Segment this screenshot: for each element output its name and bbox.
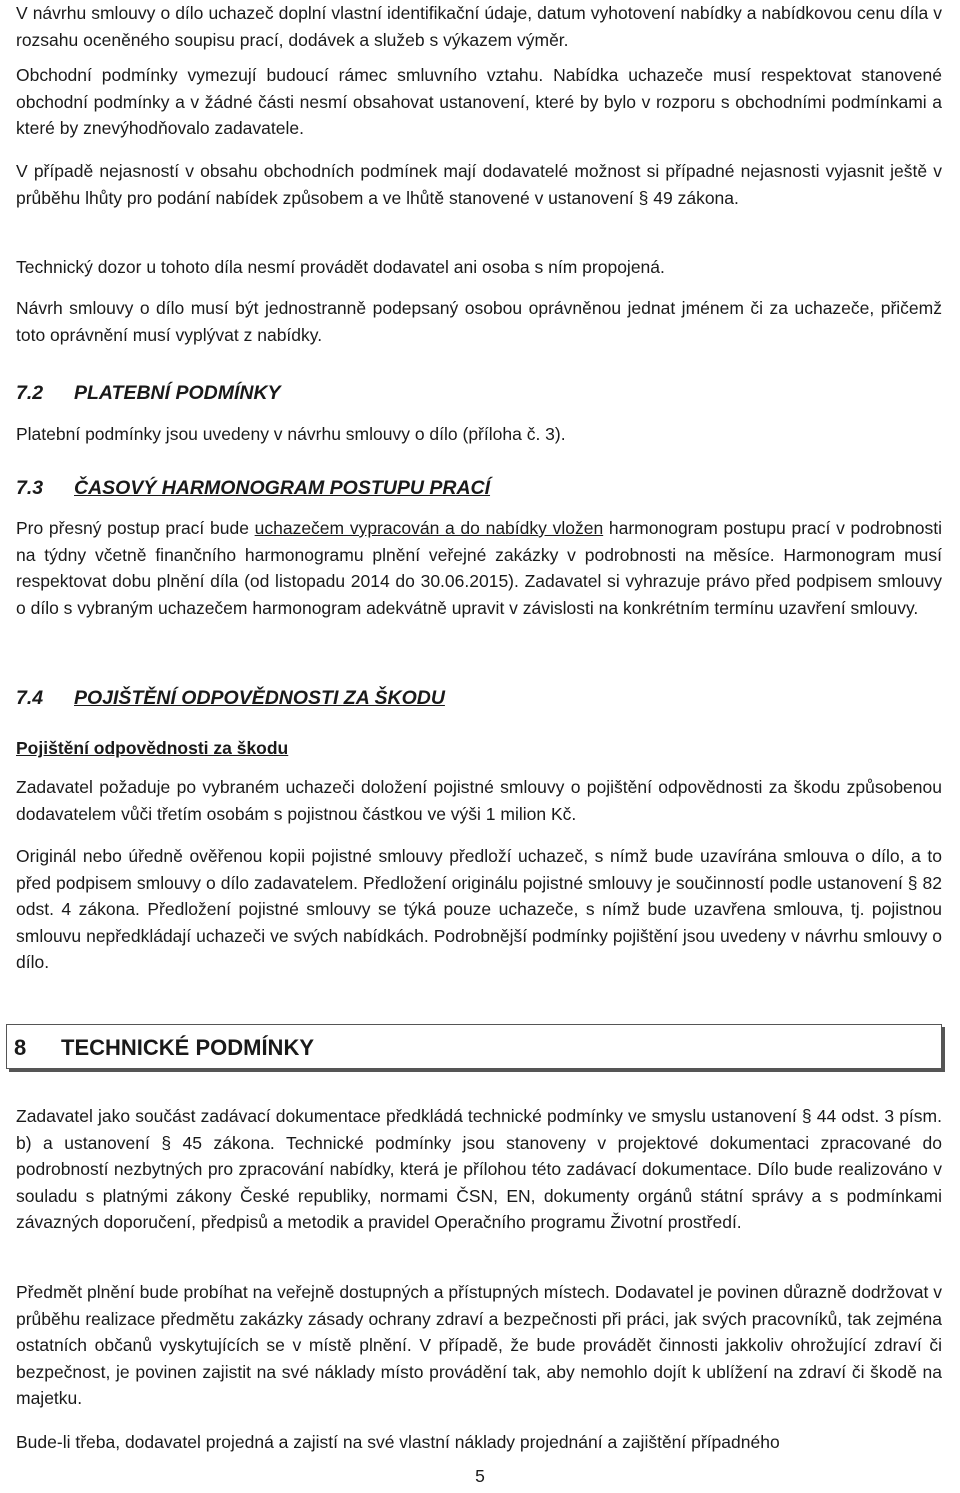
page-number: 5 [475, 1466, 485, 1486]
section-title: PLATEBNÍ PODMÍNKY [74, 382, 281, 404]
paragraph: Originál nebo úředně ověřenou kopii pojistné smlouvy předloží uchazeč, s nímž bude uzavírána smlouva o dílo, a to před podpisem smlouvy o dílo zadavatelem. Předložení originálu pojistné smlouvy je součinností podle ustanovení § 82 odst. 4 zákona. Předložení pojistné smlouvy se týká pouze uchazeče, s nímž bude uzavřena smlouva, tj. pojistnou smlouvu nepředkládají uchazeči ve svých nabídkách. Podrobnější podmínky pojištění jsou uvedeny v návrhu smlouvy o dílo. [16, 846, 942, 972]
paragraph: Platební podmínky jsou uvedeny v návrhu smlouvy o dílo (příloha č. 3). [16, 424, 566, 444]
paragraph: Předmět plnění bude probíhat na veřejně dostupných a přístupných místech. Dodavatel je povinen důrazně dodržovat v průběhu realizace předmětu zakázky zásady ochrany zdraví a bezpečnosti při práci, jak svých pracovníků, tak zejména ostatních občanů vyskytujících se v místě plnění. V případě, že bude provádět činnosti jakkoliv ohrožující zdraví či bezpečnost, je povinen zajistit na své náklady místo provádění tak, aby nemohlo dojít k ublížení na zdraví či škodě na majetku. [16, 1282, 942, 1408]
paragraph: V případě nejasností v obsahu obchodních podmínek mají dodavatelé možnost si případné nejasnosti vyjasnit ještě v průběhu lhůty pro podání nabídek způsobem a ve lhůtě stanovené v ustanovení § 49 zákona. [16, 161, 942, 208]
paragraph: Bude-li třeba, dodavatel projedná a zajistí na své vlastní náklady projednání a zajištění případného [16, 1432, 780, 1452]
paragraph: Zadavatel požaduje po vybraném uchazeči doložení pojistné smlouvy o pojištění odpovědnosti za škodu způsobenou dodavatelem vůči třetím osobám s pojistnou částkou ve výši 1 milion Kč. [16, 777, 942, 824]
underlined-text: uchazečem vypracován a do nabídky vložen [254, 518, 604, 538]
paragraph: Zadavatel jako součást zadávací dokumentace předkládá technické podmínky ve smyslu ustanovení § 44 odst. 3 písm. b) a ustanovení § 45 zákona. Technické podmínky jsou stanoveny v projektové dokumentaci zpracované do podrobností nezbytných pro zpracování nabídky, která je přílohou této zadávací dokumentace. Dílo bude realizováno v souladu s platnými zákony České republiky, normami ČSN, EN, dokumenty orgánů státní správy a s podmínkami závazných doporučení, předpisů a metodik a pravidel Operačního programu Životní prostředí. [16, 1106, 942, 1232]
section-number: 7.4 [16, 687, 44, 709]
chapter-title: TECHNICKÉ PODMÍNKY [61, 1035, 315, 1060]
chapter-heading-box [6, 1024, 942, 1069]
paragraph: V návrhu smlouvy o dílo uchazeč doplní vlastní identifikační údaje, datum vyhotovení nabídky a nabídkovou cenu díla v rozsahu oceněného soupisu prací, dodávek a služeb s výkazem výměr. [16, 3, 942, 50]
paragraph: Návrh smlouvy o dílo musí být jednostranně podepsaný osobou oprávněnou jednat jménem či za uchazeče, přičemž toto oprávnění musí vyplývat z nabídky. [16, 298, 942, 345]
paragraph: Technický dozor u tohoto díla nesmí provádět dodavatel ani osoba s ním propojená. [16, 257, 665, 277]
section-number: 7.3 [16, 477, 44, 499]
section-number: 7.2 [16, 382, 44, 404]
section-heading-7-4 [16, 685, 445, 711]
section-heading-7-2 [16, 380, 281, 406]
paragraph: Obchodní podmínky vymezují budoucí rámec smluvního vztahu. Nabídka uchazeče musí respektovat stanovené obchodní podmínky a v žádné části nesmí obsahovat ustanovení, které by bylo v rozporu s obchodními podmínkami a které by znevýhodňovalo zadavatele. [16, 65, 942, 138]
text-run: Pro přesný postup prací bude [16, 518, 255, 538]
paragraph [16, 515, 942, 621]
subheading: Pojištění odpovědnosti za škodu [16, 738, 289, 758]
chapter-number: 8 [14, 1035, 27, 1060]
section-title: ČASOVÝ HARMONOGRAM POSTUPU PRACÍ [74, 477, 491, 499]
text-run: harmonogram postupu prací v podrobnosti na týdny včetně finančního harmonogramu plnění veřejné zakázky v podrobnosti na měsíce. Harmonogram musí respektovat dobu plnění díla (od listopadu 2014 do 30.06.2015). Zadavatel si vyhrazuje právo před podpisem smlouvy o dílo s vybraným uchazečem harmonogram adekvátně upravit v závislosti na konkrétním termínu uzavření smlouvy. [16, 518, 942, 618]
section-title: POJIŠTĚNÍ ODPOVĚDNOSTI ZA ŠKODU [74, 687, 445, 709]
section-heading-7-3 [16, 475, 490, 501]
